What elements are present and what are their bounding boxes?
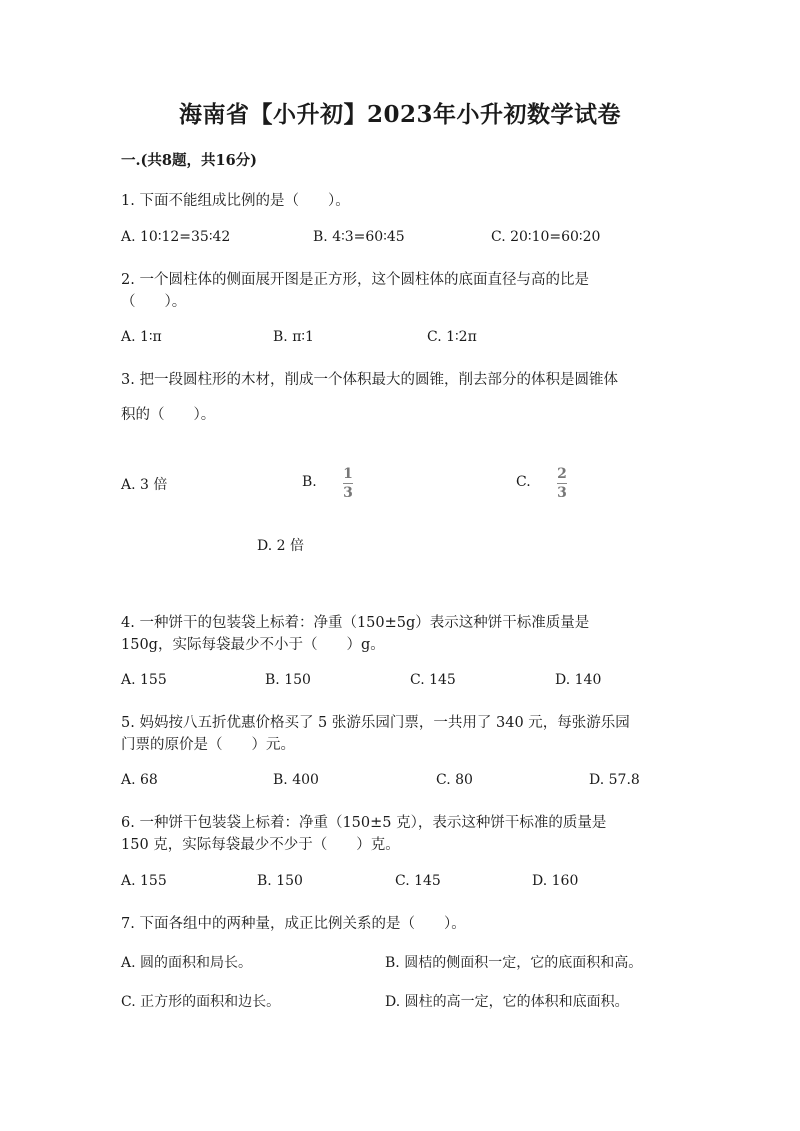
question-7-option-c: C. 正方形的面积和边长。 [121, 994, 281, 1010]
question-3-option-d: D. 2 倍 [257, 538, 304, 554]
question-6-option-b: B. 150 [257, 873, 303, 889]
question-4-option-c: C. 145 [410, 672, 456, 688]
question-5-text-line-2: 门票的原价是（ ）元。 [121, 737, 295, 753]
section-header: 一.(共8题，共16分) [121, 152, 258, 169]
question-2-option-b: B. π∶1 [273, 329, 314, 345]
question-6-option-d: D. 160 [532, 873, 579, 889]
question-4-text-line-1: 4. 一种饼干的包装袋上标着：净重（150±5g）表示这种饼干标准质量是 [121, 615, 590, 631]
question-1-option-a: A. 10∶12=35∶42 [121, 229, 231, 245]
question-3-text-line-2: 积的（ ）。 [121, 407, 216, 423]
question-3-option-b-fraction [343, 467, 353, 500]
question-6-text-line-2: 150 克，实际每袋最少不少于（ ）克。 [121, 837, 400, 853]
question-4-option-b: B. 150 [265, 672, 311, 688]
question-3-option-c: C. [516, 474, 531, 490]
question-3-text-line-1: 3. 把一段圆柱形的木材，削成一个体积最大的圆锥，削去部分的体积是圆锥体 [121, 372, 618, 388]
question-6-option-a: A. 155 [121, 873, 167, 889]
fraction-numerator: 2 [557, 466, 567, 482]
question-7-option-d: D. 圆柱的高一定，它的体积和底面积。 [385, 994, 629, 1010]
question-7-option-a: A. 圆的面积和局长。 [121, 955, 253, 971]
question-2-option-a: A. 1∶π [121, 329, 162, 345]
question-3-option-a: A. 3 倍 [121, 477, 168, 493]
question-4-option-a: A. 155 [121, 672, 167, 688]
question-3-option-c-fraction [557, 467, 567, 500]
question-2-option-c: C. 1∶2π [427, 329, 477, 345]
question-6-option-c: C. 145 [395, 873, 441, 889]
fraction-numerator: 1 [343, 466, 353, 482]
question-2-text-line-2: （ ）。 [121, 294, 187, 310]
question-5-text-line-1: 5. 妈妈按八五折优惠价格买了 5 张游乐园门票，一共用了 340 元，每张游乐园 [121, 715, 630, 731]
fraction-bar [557, 483, 567, 484]
fraction-bar [343, 483, 353, 484]
question-4-option-d: D. 140 [555, 672, 602, 688]
question-4-text-line-2: 150g，实际每袋最少不小于（ ）g。 [121, 637, 385, 653]
question-3-option-b: B. [302, 474, 317, 490]
fraction-denominator: 3 [557, 485, 567, 501]
question-5-option-d: D. 57.8 [589, 772, 640, 788]
question-6-text-line-1: 6. 一种饼干包装袋上标着：净重（150±5 克），表示这种饼干标准的质量是 [121, 815, 607, 831]
question-5-option-c: C. 80 [436, 772, 473, 788]
fraction-denominator: 3 [343, 485, 353, 501]
question-1-option-b: B. 4∶3=60∶45 [313, 229, 405, 245]
question-5-option-a: A. 68 [121, 772, 158, 788]
question-1-option-c: C. 20∶10=60∶20 [491, 229, 601, 245]
question-7-option-b: B. 圆桔的侧面积一定，它的底面积和高。 [385, 955, 643, 971]
question-1-text: 1. 下面不能组成比例的是（ ）。 [121, 193, 350, 209]
exam-title: 海南省【小升初】2023年小升初数学试卷 [178, 101, 621, 128]
question-2-text-line-1: 2. 一个圆柱体的侧面展开图是正方形，这个圆柱体的底面直径与高的比是 [121, 272, 589, 288]
question-7-text: 7. 下面各组中的两种量，成正比例关系的是（ ）。 [121, 916, 466, 932]
question-5-option-b: B. 400 [273, 772, 319, 788]
